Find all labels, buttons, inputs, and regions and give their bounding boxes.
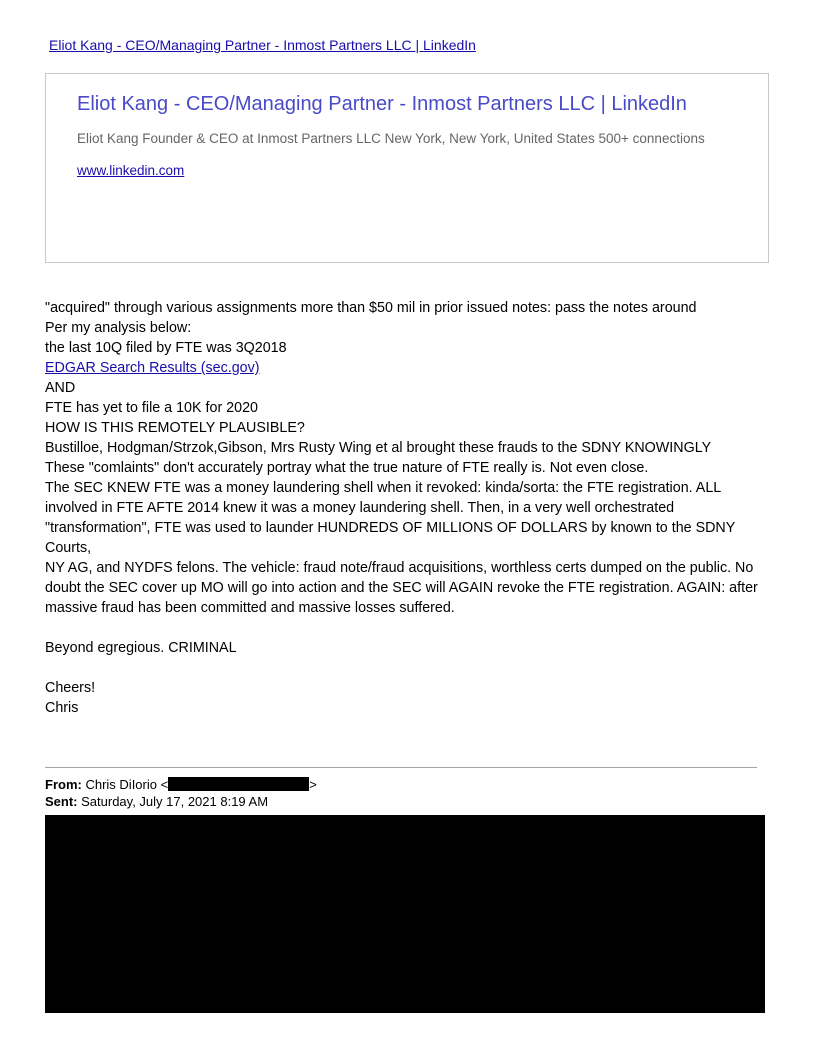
preview-domain-link[interactable]: www.linkedin.com	[77, 163, 185, 178]
blank-line	[45, 618, 775, 638]
edgar-link[interactable]: EDGAR Search Results (sec.gov)	[45, 360, 260, 376]
body-line: "acquired" through various assignments more than $50 mil in prior issued notes: pass the notes around	[45, 300, 697, 316]
preview-description: Eliot Kang Founder & CEO at Inmost Partners LLC New York, New York, United States 500+ connections	[77, 131, 705, 146]
body-line: doubt the SEC cover up MO will go into action and the SEC will AGAIN revoke the FTE registration. AGAIN: after	[45, 580, 758, 596]
body-line: FTE has yet to file a 10K for 2020	[45, 400, 258, 416]
signature: Chris	[45, 700, 79, 716]
link-preview-card[interactable]	[45, 73, 769, 263]
body-line: Beyond egregious. CRIMINAL	[45, 640, 237, 656]
body-line: HOW IS THIS REMOTELY PLAUSIBLE?	[45, 420, 305, 436]
body-line: These "comlaints" don't accurately portray what the true nature of FTE really is. Not even close.	[45, 460, 649, 476]
from-close: >	[309, 777, 317, 792]
body-line: Cheers!	[45, 680, 96, 696]
sent-value: Saturday, July 17, 2021 8:19 AM	[81, 794, 269, 809]
body-line: massive fraud has been committed and massive losses suffered.	[45, 600, 455, 616]
linkedin-link[interactable]: Eliot Kang - CEO/Managing Partner - Inmost Partners LLC | LinkedIn	[49, 37, 476, 53]
sent-line	[45, 793, 268, 810]
preview-title[interactable]: Eliot Kang - CEO/Managing Partner - Inmost Partners LLC | LinkedIn	[77, 93, 687, 115]
body-line: the last 10Q filed by FTE was 3Q2018	[45, 340, 287, 356]
divider	[45, 767, 757, 768]
body-line: "transformation", FTE was used to launder HUNDREDS OF MILLIONS OF DOLLARS by known to the SDNY Courts,	[45, 520, 736, 556]
body-line: NY AG, and NYDFS felons. The vehicle: fraud note/fraud acquisitions, worthless certs dumped on the public. No	[45, 560, 754, 576]
body-line: Bustilloe, Hodgman/Strzok,Gibson, Mrs Rusty Wing et al brought these frauds to the SDNY KNOWINGLY	[45, 440, 712, 456]
email-body	[45, 298, 775, 718]
sent-label: Sent:	[45, 794, 78, 809]
body-line: AND	[45, 380, 76, 396]
body-line: Per my analysis below:	[45, 320, 192, 336]
blank-line	[45, 658, 775, 678]
body-line: involved in FTE AFTE 2014 knew it was a money laundering shell. Then, in a very well orchestrated	[45, 500, 675, 516]
from-label: From:	[45, 777, 82, 792]
redacted-email	[168, 777, 309, 791]
redacted-block	[45, 815, 765, 1013]
from-line	[45, 776, 317, 793]
body-line: The SEC KNEW FTE was a money laundering shell when it revoked: kinda/sorta: the FTE registration. ALL	[45, 480, 722, 496]
from-name: Chris DiIorio <	[85, 777, 169, 792]
